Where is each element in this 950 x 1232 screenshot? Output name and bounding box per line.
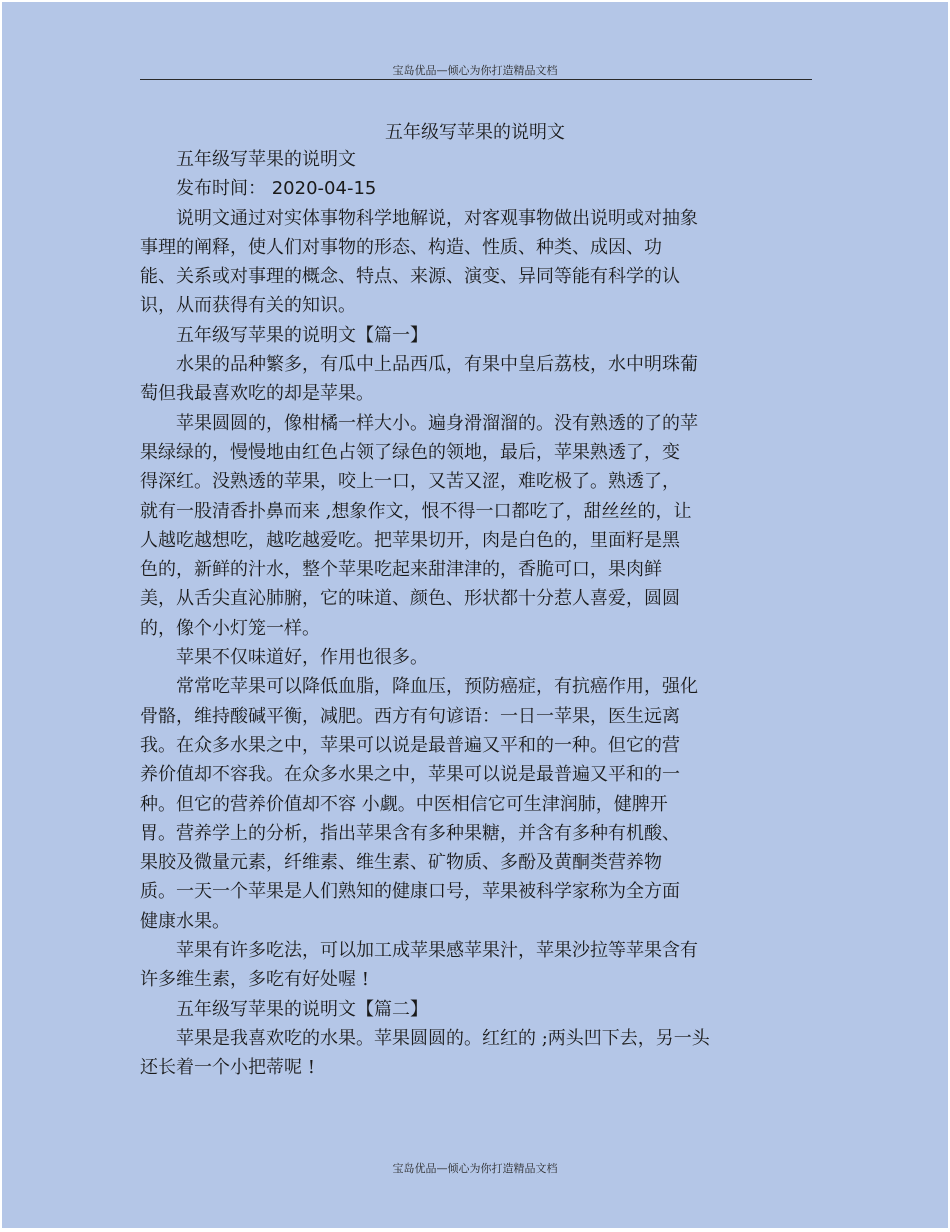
paragraph (140, 672, 800, 936)
text-line: 识，从而获得有关的知识。 (140, 295, 356, 317)
text-line: 人越吃越想吃，越吃越爱吃。把苹果切开，肉是白色的，里面籽是黑 (140, 529, 680, 551)
document-body (140, 145, 800, 1083)
text-line: 苹果不仅味道好，作用也很多。 (176, 647, 428, 669)
publish-date-value: 2020-04-15 (271, 178, 377, 200)
text-line: 健康水果。 (140, 910, 230, 932)
document-title: 五年级写苹果的说明文 (385, 122, 565, 143)
text-line: 水果的品种繁多，有瓜中上品西瓜，有果中皇后荔枝，水中明珠葡 (176, 354, 698, 376)
text-line: 骨骼，维持酸碱平衡，减肥。西方有句谚语：一日一苹果，医生远离 (140, 705, 680, 727)
document-page (2, 2, 948, 1228)
text-line: 五年级写苹果的说明文【篇二】 (176, 998, 428, 1020)
text-line: 果胶及微量元素，纤维素、维生素、矿物质、多酚及黄酮类营养物 (140, 852, 662, 874)
publish-date-line (140, 174, 800, 203)
paragraph (140, 995, 800, 1024)
paragraph (140, 936, 800, 995)
paragraph (140, 145, 800, 174)
text-line: 苹果有许多吃法，可以加工成苹果感苹果汁，苹果沙拉等苹果含有 (176, 940, 698, 962)
text-line: 五年级写苹果的说明文 (176, 149, 356, 170)
text-line: 萄但我最喜欢吃的却是苹果。 (140, 383, 374, 405)
publish-date-label: 发布时间： (176, 178, 266, 200)
header-divider (140, 79, 812, 80)
text-line: 苹果是我喜欢吃的水果。苹果圆圆的。红红的 ;两头凹下去，另一头 (176, 1027, 710, 1049)
paragraph (140, 321, 800, 350)
text-line: 常常吃苹果可以降低血脂，降血压，预防癌症，有抗癌作用，强化 (176, 676, 698, 698)
paragraph (140, 204, 800, 321)
text-line: 说明文通过对实体事物科学地解说，对客观事物做出说明或对抽象 (176, 207, 698, 229)
page-header: 宝岛优品—倾心为你打造精品文档 (392, 64, 558, 77)
text-line: 质。一天一个苹果是人们熟知的健康口号，苹果被科学家称为全方面 (140, 881, 680, 903)
text-line: 美，从舌尖直沁肺腑，它的味道、颜色、形状都十分惹人喜爱，圆圆 (140, 588, 680, 610)
paragraph (140, 1024, 800, 1083)
text-line: 许多维生素，多吃有好处喔 ! (140, 969, 369, 991)
text-line: 还长着一个小把蒂呢 ! (140, 1057, 315, 1079)
text-line: 的，像个小灯笼一样。 (140, 617, 320, 639)
text-line: 苹果圆圆的，像柑橘一样大小。遍身滑溜溜的。没有熟透的了的苹 (176, 412, 698, 434)
paragraph (140, 350, 800, 409)
text-line: 色的，新鲜的汁水，整个苹果吃起来甜津津的，香脆可口，果肉鲜 (140, 559, 662, 581)
text-line: 得深红。没熟透的苹果，咬上一口，又苦又涩，难吃极了。熟透了， (140, 471, 680, 493)
text-line: 就有一股清香扑鼻而来 ,想象作文，恨不得一口都吃了，甜丝丝的，让 (140, 500, 692, 522)
paragraph (140, 409, 800, 643)
text-line: 养价值却不容我。在众多水果之中，苹果可以说是最普遍又平和的一 (140, 764, 680, 786)
paragraph (140, 643, 800, 672)
page-footer: 宝岛优品—倾心为你打造精品文档 (392, 1162, 558, 1175)
text-line: 胃。营养学上的分析，指出苹果含有多种果糖，并含有多种有机酸、 (140, 822, 680, 844)
text-line: 能、关系或对事理的概念、特点、来源、演变、异同等能有科学的认 (140, 266, 680, 288)
text-line: 五年级写苹果的说明文【篇一】 (176, 324, 428, 346)
text-line: 种。但它的营养价值却不容 小觑。中医相信它可生津润肺，健脾开 (140, 793, 668, 815)
text-line: 果绿绿的，慢慢地由红色占领了绿色的领地，最后，苹果熟透了，变 (140, 441, 680, 463)
text-line: 我。在众多水果之中，苹果可以说是最普遍又平和的一种。但它的营 (140, 734, 680, 756)
text-line: 事理的阐释，使人们对事物的形态、构造、性质、种类、成因、功 (140, 236, 662, 258)
